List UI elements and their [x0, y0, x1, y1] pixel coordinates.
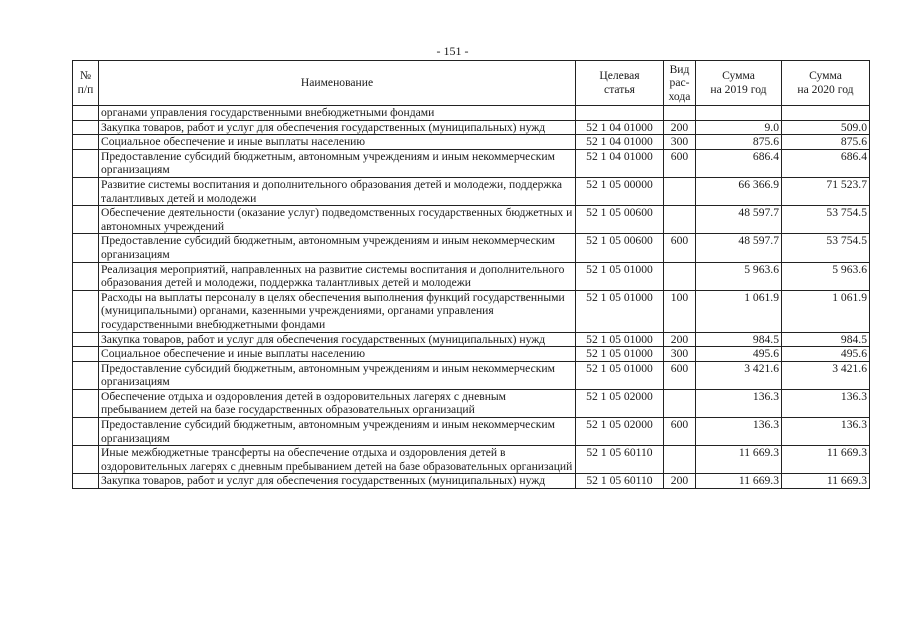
row-name: Обеспечение отдыха и оздоровления детей в оздоровительных лагерях с дневным пребыванием детей на базе государственных образовательных организаций [99, 389, 576, 417]
row-sum-2019: 66 366.9 [696, 177, 782, 205]
row-code: 52 1 05 01000 [576, 347, 664, 362]
header-sum-2020-line1: Сумма [809, 69, 842, 83]
row-num [73, 135, 99, 150]
header-num-line2: п/п [77, 83, 94, 96]
row-kind: 300 [664, 347, 696, 362]
row-kind: 200 [664, 474, 696, 489]
table-row [73, 347, 870, 362]
row-num [73, 332, 99, 347]
row-num [73, 106, 99, 121]
row-num [73, 418, 99, 446]
header-kind [664, 61, 696, 106]
row-name: Предоставление субсидий бюджетным, автономным учреждениям и иным некоммерческим организациям [99, 234, 576, 262]
row-sum-2020: 984.5 [782, 332, 870, 347]
row-sum-2019: 5 963.6 [696, 262, 782, 290]
row-kind: 600 [664, 418, 696, 446]
row-sum-2019: 48 597.7 [696, 206, 782, 234]
row-sum-2019: 11 669.3 [696, 446, 782, 474]
row-name: Закупка товаров, работ и услуг для обеспечения государственных (муниципальных) нужд [99, 332, 576, 347]
row-name: Обеспечение деятельности (оказание услуг) подведомственных государственных бюджетных и автономных учреждений [99, 206, 576, 234]
table-row [73, 120, 870, 135]
header-sum-2020-line2: на 2020 год [797, 83, 854, 96]
row-num [73, 361, 99, 389]
row-code: 52 1 05 01000 [576, 332, 664, 347]
row-name: Расходы на выплаты персоналу в целях обеспечения выполнения функций государственными (муниципальными) органами, казенными учреждениями, органами управления государственными внебюджетными фондами [99, 290, 576, 332]
table-row [73, 262, 870, 290]
row-code: 52 1 04 01000 [576, 149, 664, 177]
table-row [73, 361, 870, 389]
row-sum-2020: 71 523.7 [782, 177, 870, 205]
row-sum-2019: 11 669.3 [696, 474, 782, 489]
table-row [73, 106, 870, 121]
row-code: 52 1 05 02000 [576, 389, 664, 417]
row-code: 52 1 05 02000 [576, 418, 664, 446]
row-sum-2019: 495.6 [696, 347, 782, 362]
row-code: 52 1 05 01000 [576, 262, 664, 290]
row-sum-2019: 3 421.6 [696, 361, 782, 389]
row-kind [664, 446, 696, 474]
table-row [73, 290, 870, 332]
row-sum-2020: 11 669.3 [782, 474, 870, 489]
row-code: 52 1 05 00600 [576, 234, 664, 262]
header-code-line1: Целевая [599, 69, 640, 83]
row-code: 52 1 05 60110 [576, 474, 664, 489]
row-sum-2019: 9.0 [696, 120, 782, 135]
row-name: органами управления государственными внебюджетными фондами [99, 106, 576, 121]
row-sum-2019: 136.3 [696, 418, 782, 446]
table-row [73, 474, 870, 489]
row-name: Социальное обеспечение и иные выплаты населению [99, 135, 576, 150]
row-sum-2019: 136.3 [696, 389, 782, 417]
row-num [73, 234, 99, 262]
header-code [576, 61, 664, 106]
row-num [73, 149, 99, 177]
row-sum-2020: 1 061.9 [782, 290, 870, 332]
header-kind-line3: хода [668, 89, 691, 103]
row-sum-2020: 875.6 [782, 135, 870, 150]
row-name: Иные межбюджетные трансферты на обеспечение отдыха и оздоровления детей в оздоровительных лагерях с дневным пребыванием детей на базе образовательных организаций [99, 446, 576, 474]
table-row [73, 149, 870, 177]
table-row [73, 206, 870, 234]
header-name: Наименование [99, 61, 576, 106]
row-sum-2020: 53 754.5 [782, 206, 870, 234]
header-kind-line2: рас- [669, 76, 690, 90]
row-sum-2020: 136.3 [782, 389, 870, 417]
row-sum-2019: 686.4 [696, 149, 782, 177]
header-sum-2019-line2: на 2019 год [710, 83, 767, 96]
row-kind: 600 [664, 361, 696, 389]
header-sum-2019-line1: Сумма [722, 69, 755, 83]
budget-table [72, 60, 870, 489]
row-num [73, 474, 99, 489]
row-sum-2020: 495.6 [782, 347, 870, 362]
row-sum-2020: 686.4 [782, 149, 870, 177]
row-kind [664, 206, 696, 234]
table-row [73, 418, 870, 446]
row-name: Закупка товаров, работ и услуг для обеспечения государственных (муниципальных) нужд [99, 120, 576, 135]
row-kind: 200 [664, 120, 696, 135]
row-num [73, 262, 99, 290]
table-row [73, 389, 870, 417]
row-name: Закупка товаров, работ и услуг для обеспечения государственных (муниципальных) нужд [99, 474, 576, 489]
row-num [73, 120, 99, 135]
row-code [576, 106, 664, 121]
row-code: 52 1 05 60110 [576, 446, 664, 474]
row-name: Развитие системы воспитания и дополнительного образования детей и молодежи, поддержка талантливых детей и молодежи [99, 177, 576, 205]
row-code: 52 1 05 01000 [576, 361, 664, 389]
header-num [73, 61, 99, 106]
row-kind: 100 [664, 290, 696, 332]
table-row [73, 135, 870, 150]
table-row [73, 234, 870, 262]
row-num [73, 446, 99, 474]
row-code: 52 1 04 01000 [576, 120, 664, 135]
row-sum-2020 [782, 106, 870, 121]
row-sum-2020: 136.3 [782, 418, 870, 446]
table-row [73, 332, 870, 347]
row-code: 52 1 05 01000 [576, 290, 664, 332]
row-sum-2019: 48 597.7 [696, 234, 782, 262]
row-kind [664, 389, 696, 417]
row-kind [664, 106, 696, 121]
row-sum-2020: 5 963.6 [782, 262, 870, 290]
table-header [73, 61, 870, 106]
table-row [73, 446, 870, 474]
row-num [73, 290, 99, 332]
table-row [73, 177, 870, 205]
row-num [73, 206, 99, 234]
header-sum-2019 [696, 61, 782, 106]
row-sum-2019: 984.5 [696, 332, 782, 347]
row-kind: 300 [664, 135, 696, 150]
row-sum-2019 [696, 106, 782, 121]
header-code-line2: статья [604, 83, 635, 96]
row-num [73, 389, 99, 417]
row-sum-2019: 1 061.9 [696, 290, 782, 332]
header-kind-line1: Вид [669, 62, 690, 76]
row-code: 52 1 04 01000 [576, 135, 664, 150]
row-code: 52 1 05 00000 [576, 177, 664, 205]
page-number: - 151 - [436, 44, 469, 58]
row-kind: 200 [664, 332, 696, 347]
header-sum-2020 [782, 61, 870, 106]
row-num [73, 347, 99, 362]
row-sum-2020: 509.0 [782, 120, 870, 135]
header-num-line1: № [79, 69, 92, 83]
row-sum-2020: 3 421.6 [782, 361, 870, 389]
row-name: Социальное обеспечение и иные выплаты населению [99, 347, 576, 362]
row-kind: 600 [664, 234, 696, 262]
row-code: 52 1 05 00600 [576, 206, 664, 234]
row-kind [664, 262, 696, 290]
row-kind: 600 [664, 149, 696, 177]
row-name: Предоставление субсидий бюджетным, автономным учреждениям и иным некоммерческим организациям [99, 361, 576, 389]
row-name: Реализация мероприятий, направленных на развитие системы воспитания и дополнительного образования детей и молодежи, поддержка талантливых детей и молодежи [99, 262, 576, 290]
row-name: Предоставление субсидий бюджетным, автономным учреждениям и иным некоммерческим организациям [99, 149, 576, 177]
row-name: Предоставление субсидий бюджетным, автономным учреждениям и иным некоммерческим организациям [99, 418, 576, 446]
row-sum-2019: 875.6 [696, 135, 782, 150]
row-sum-2020: 53 754.5 [782, 234, 870, 262]
row-sum-2020: 11 669.3 [782, 446, 870, 474]
row-num [73, 177, 99, 205]
table-body [73, 106, 870, 489]
row-kind [664, 177, 696, 205]
